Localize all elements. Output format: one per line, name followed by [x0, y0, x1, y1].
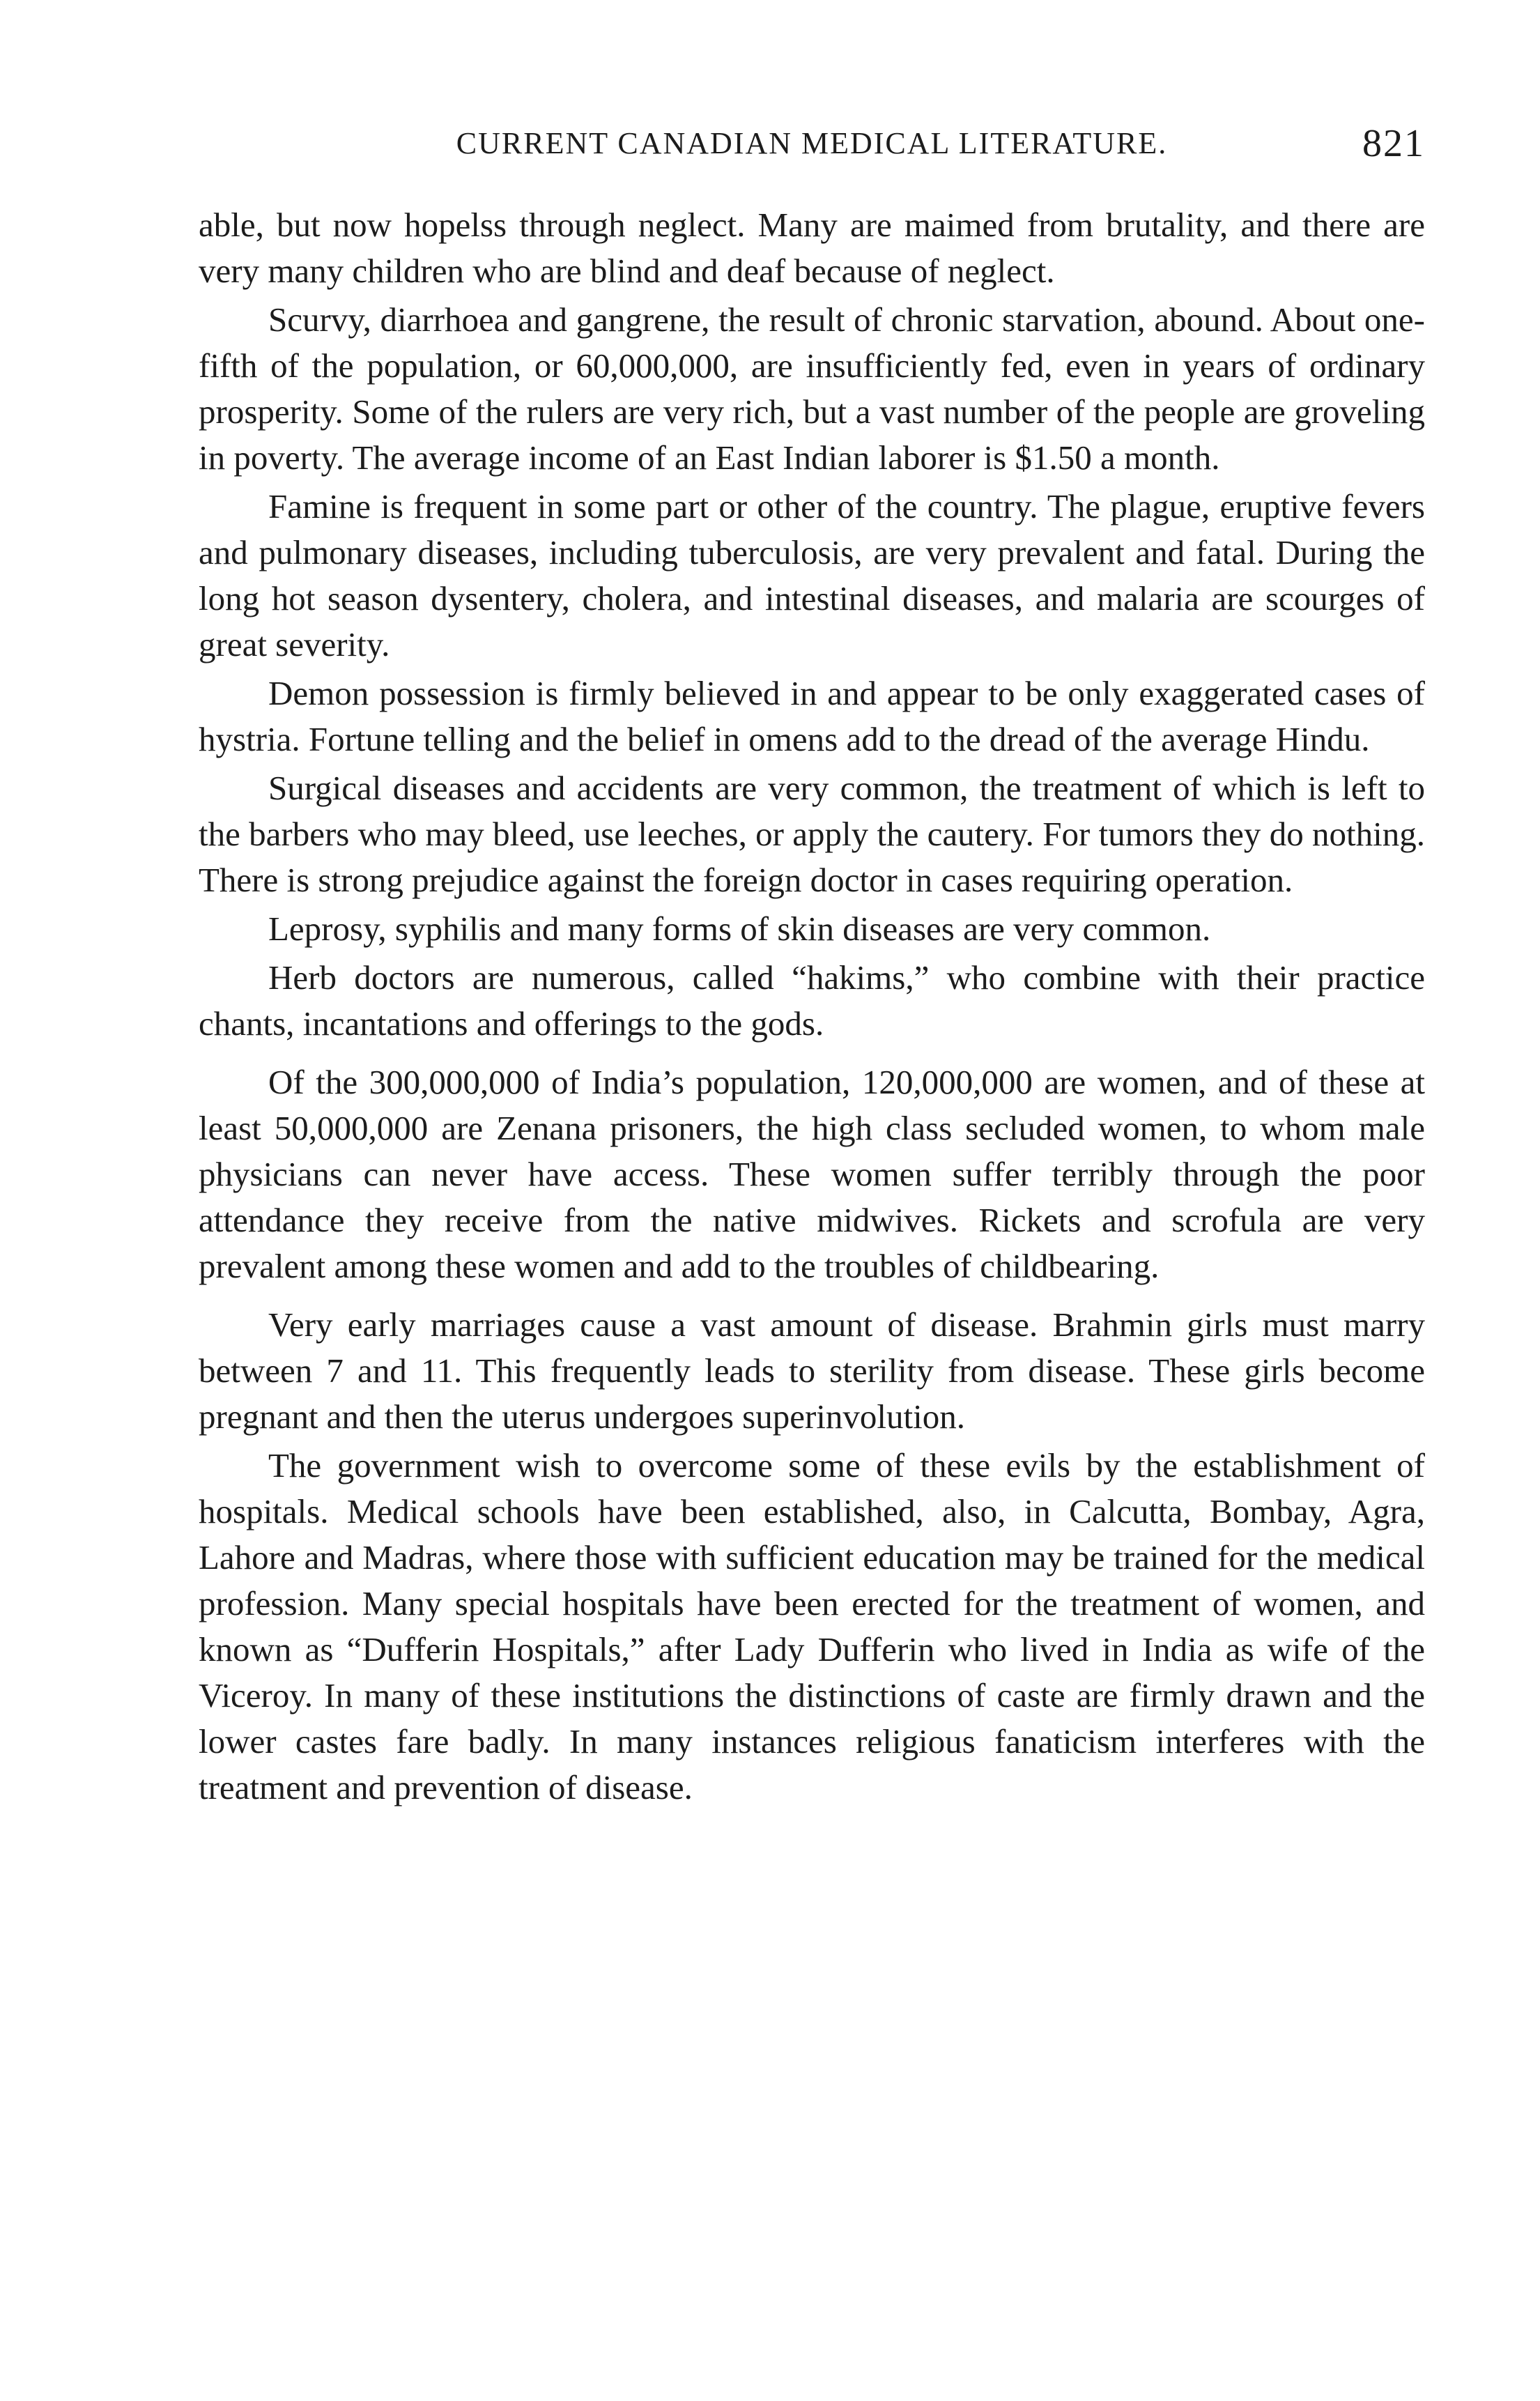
- paragraph-surgical-diseases: Surgical diseases and accidents are very common, the treatment of which is left to the barbers who may bleed, use leeches, or apply the cautery. For tumors they do nothing. There is strong prejudice against the foreign doctor in cases requiring operation.: [199, 769, 1425, 899]
- paragraph-population: Of the 300,000,000 of India’s population, 120,000,000 are women, and of these at least 50,000,000 are Zenana prisoners, the high class secluded women, to whom male physicians can never have access. These women suffer terribly through the poor attendance they receive from the native midwives. Rickets and scrofula are very prevalent among these women and add to the troubles of childbearing.: [199, 1063, 1425, 1285]
- paragraph-scurvy: Scurvy, diarrhoea and gangrene, the result of chronic starvation, abound. About one-fifth of the population, or 60,000,000, are insufficiently fed, even in years of ordinary prosperity. Some of the rulers are very rich, but a vast number of the people are groveling in poverty. The average income of an East Indian laborer is $1.50 a month.: [199, 300, 1425, 477]
- paragraph-government: The government wish to overcome some of these evils by the establishment of hospitals. Medical schools have been established, also, in Calcutta, Bombay, Agra, Lahore and Madras, where those with sufficient education may be trained for the medical profession. Many special hospitals have been erected for the treatment of women, and known as “Dufferin Hospitals,” after Lady Dufferin who lived in India as wife of the Viceroy. In many of these institutions the distinctions of caste are firmly drawn and the lower castes fare badly. In many instances religious fanaticism interferes with the treatment and prevention of disease.: [199, 1446, 1425, 1806]
- paragraph-herb-doctors: Herb doctors are numerous, called “hakims,” who combine with their practice chants, incantations and offerings to the gods.: [199, 958, 1425, 1043]
- body-text: [199, 202, 1425, 1813]
- paragraph-early-marriages: Very early marriages cause a vast amount of disease. Brahmin girls must marry between 7 and 11. This frequently leads to sterility from disease. These girls become pregnant and then the uterus undergoes superinvolution.: [199, 1305, 1425, 1436]
- paragraph-leprosy: Leprosy, syphilis and many forms of skin diseases are very common.: [268, 910, 1211, 948]
- paragraph-famine: Famine is frequent in some part or other of the country. The plague, eruptive fevers and pulmonary diseases, including tuberculosis, are very prevalent and fatal. During the long hot season dysentery, cholera, and intestinal diseases, and malaria are scourges of great severity.: [199, 487, 1425, 663]
- running-head: [199, 122, 1425, 174]
- paragraph-neglect: able, but now hopelss through neglect. Many are maimed from brutality, and there are very many children who are blind and deaf because of neglect.: [199, 206, 1425, 290]
- paragraph-demon-possession: Demon possession is firmly believed in and appear to be only exaggerated cases of hystria. Fortune telling and the belief in omens add to the dread of the average Hindu.: [199, 674, 1425, 758]
- running-title: CURRENT CANADIAN MEDICAL LITERATURE.: [456, 126, 1168, 160]
- page-number: 821: [1362, 122, 1425, 165]
